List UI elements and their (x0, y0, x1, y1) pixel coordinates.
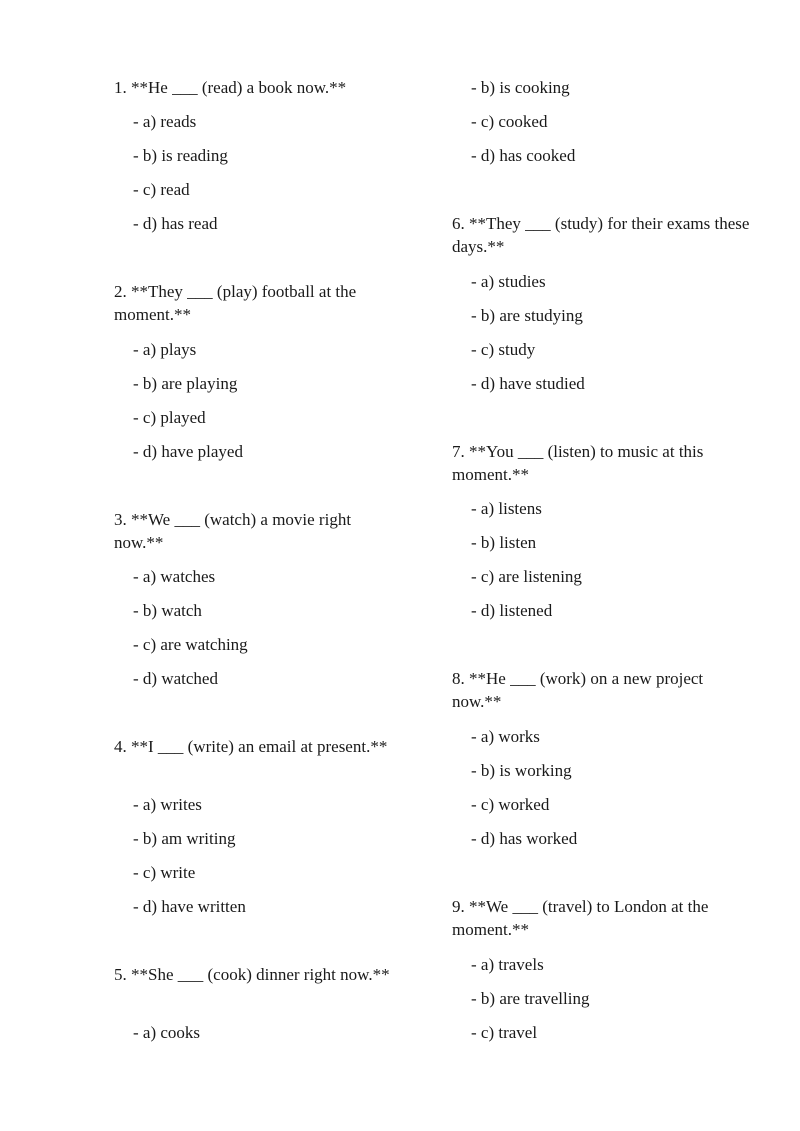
option-1b: - b) is reading (133, 146, 228, 165)
question-9: 9. **We ___ (travel) to London at the moment.** (452, 897, 709, 939)
option-5c: - c) cooked (471, 112, 548, 131)
option-4c: - c) write (133, 863, 196, 882)
option-5a: - a) cooks (133, 1023, 201, 1042)
option-6c: - c) study (471, 340, 536, 359)
option-3a: - a) watches (133, 567, 216, 586)
option-6a: - a) studies (471, 272, 546, 291)
question-4: 4. **I ___ (write) an email at present.** (114, 737, 388, 756)
option-4a: - a) writes (133, 795, 202, 814)
option-2c: - c) played (133, 408, 206, 427)
option-7b: - b) listen (471, 533, 537, 552)
option-7d: - d) listened (471, 601, 553, 620)
option-2a: - a) plays (133, 340, 197, 359)
question-1: 1. **He ___ (read) a book now.** (114, 78, 347, 97)
option-3d: - d) watched (133, 669, 218, 688)
option-8b: - b) is working (471, 761, 572, 780)
option-1d: - d) has read (133, 214, 218, 233)
option-4d: - d) have written (133, 897, 246, 916)
question-3: 3. **We ___ (watch) a movie right now.** (114, 510, 352, 552)
option-3c: - c) are watching (133, 635, 248, 654)
option-7a: - a) listens (471, 499, 542, 518)
question-8: 8. **He ___ (work) on a new project now.** (452, 669, 704, 711)
option-8a: - a) works (471, 727, 540, 746)
option-8c: - c) worked (471, 795, 550, 814)
option-7c: - c) are listening (471, 567, 582, 586)
option-8d: - d) has worked (471, 829, 578, 848)
option-3b: - b) watch (133, 601, 202, 620)
option-9a: - a) travels (471, 955, 544, 974)
option-5b: - b) is cooking (471, 78, 570, 97)
option-1a: - a) reads (133, 112, 197, 131)
option-6b: - b) are studying (471, 306, 583, 325)
option-2b: - b) are playing (133, 374, 238, 393)
option-9c: - c) travel (471, 1023, 538, 1042)
option-2d: - d) have played (133, 442, 243, 461)
question-2: 2. **They ___ (play) football at the moment.** (114, 282, 357, 324)
option-9b: - b) are travelling (471, 989, 590, 1008)
option-5d: - d) has cooked (471, 146, 576, 165)
option-1c: - c) read (133, 180, 190, 199)
question-6: 6. **They ___ (study) for their exams these days.** (452, 214, 750, 256)
option-4b: - b) am writing (133, 829, 236, 848)
question-7: 7. **You ___ (listen) to music at this moment.** (452, 442, 704, 484)
option-6d: - d) have studied (471, 374, 585, 393)
question-5: 5. **She ___ (cook) dinner right now.** (114, 965, 390, 984)
